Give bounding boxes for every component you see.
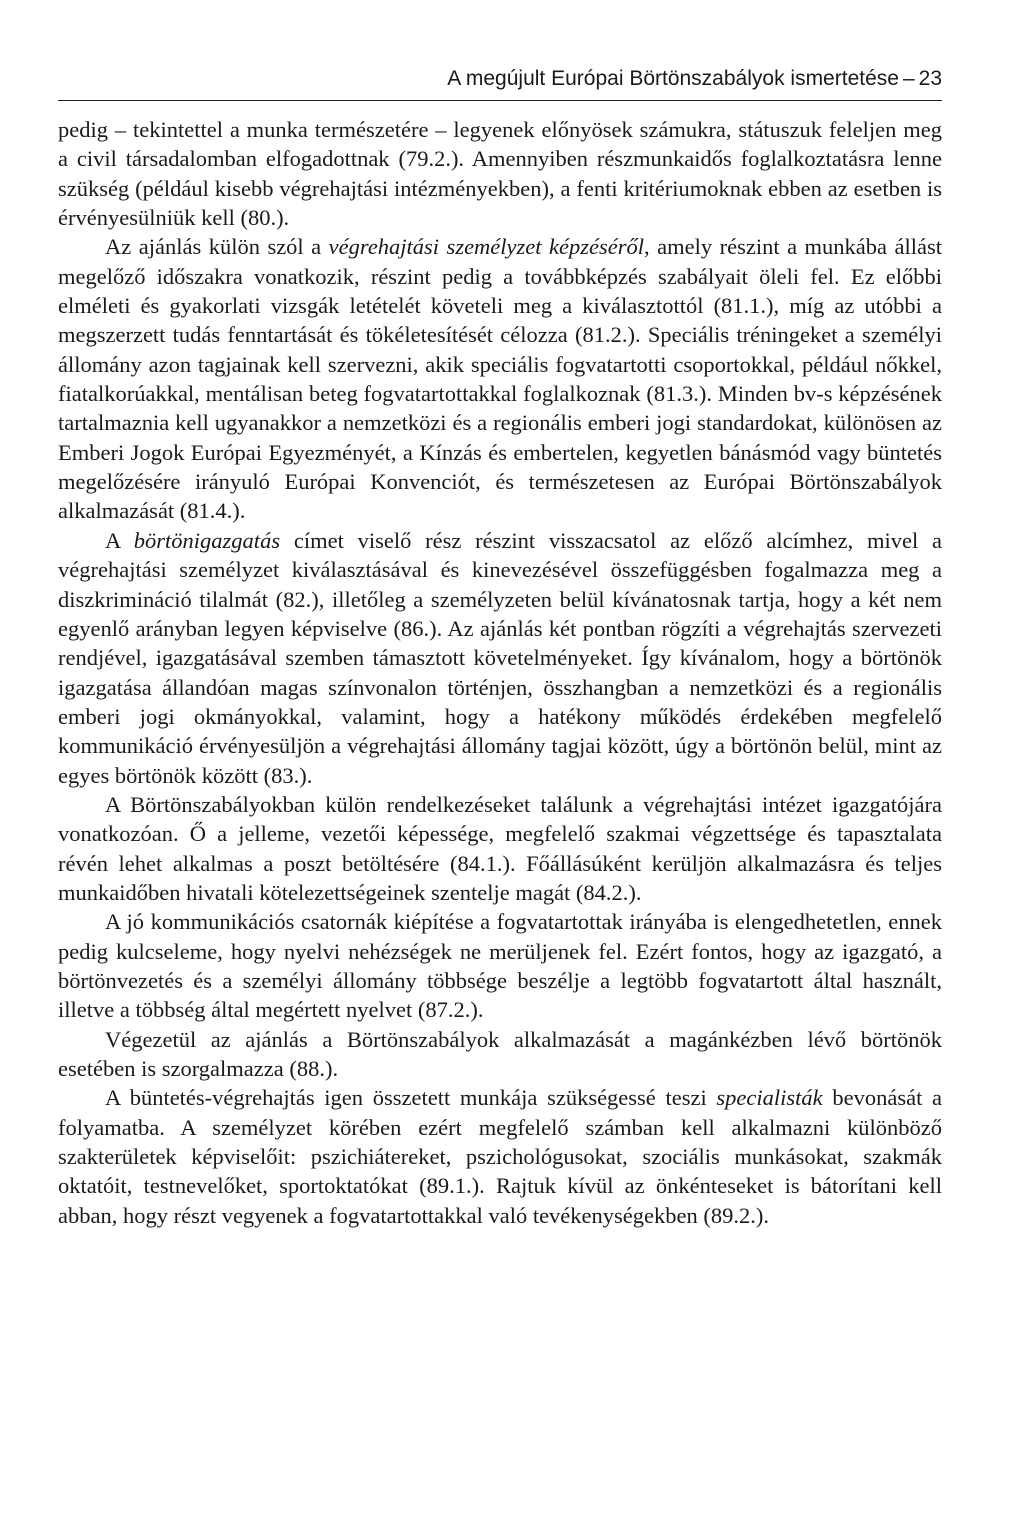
paragraph-communication	[58, 907, 942, 1024]
paragraph-staff-training	[58, 232, 942, 525]
text-segment: A büntetés-végrehajtás igen összetett munkája szükségessé teszi	[105, 1085, 717, 1111]
paragraph-prison-director	[58, 790, 942, 907]
paragraph-continued	[58, 115, 942, 232]
paragraph-private-prisons	[58, 1025, 942, 1084]
text-segment: Végezetül az ajánlás a Börtönszabályok alkalmazását a magánkézben lévő börtönök esetében is szorgalmazza (88.).	[58, 1026, 942, 1081]
text-segment: A Börtönszabályokban külön rendelkezéseket találunk a végrehajtási intézet igazgatójára vonatkozóan. Ő a jelleme, vezetői képessége, megfelelő szakmai végzettsége és tapasztalata révén lehet alkalmas a poszt betöltésére (84.1.). Főállásúként kerüljön alkalmazásra és teljes munkaidőben hivatali kötelezettségeinek szentelje magát (84.2.).	[58, 791, 942, 905]
text-segment: Az ajánlás külön szól a	[105, 234, 329, 260]
italic-term: börtönigazgatás	[133, 527, 281, 553]
paragraph-prison-management	[58, 526, 942, 790]
text-segment: címet viselő rész részint visszacsatol az előző alcímhez, mivel a végrehajtási személyzet kiválasztásával és kinevezésével összefüggésben fogalmazza meg a diszkrimináció tilalmát (82.), illetőleg a személyzeten belül kívánatosnak tartja, hogy a két nem egyenlő arányban legyen képviselve (86.). Az ajánlás két pontban rögzíti a végrehajtás szervezeti rendjével, igazgatásával szemben támasztott követelményeket. Így kívánalom, hogy a börtönök igazgatása állandóan magas színvonalon történjen, összhangban a nemzetközi és a regionális emberi jogi okmányokkal, valamint, hogy a hatékony működés érdekében megfelelő kommunikáció érvényesüljön a végrehajtási állomány tagjai között, úgy a börtönön belül, mint az egyes börtönök között (83.).	[58, 527, 942, 788]
running-header-title: A megújult Európai Börtönszabályok ismertetése	[447, 67, 899, 90]
text-segment: bevonását a folyamatba. A személyzet körében ezért megfelelő számban kell alkalmazni különböző szakterületek képviselőit: pszichiátereket, pszichológusokat, szociális munkásokat, szakmák oktatóit, testnevelőket, sportoktatókat (89.1.). Rajtuk kívül az önkénteseket is bátorítani kell abban, hogy részt vegyenek a fogvatartottakkal való tevékenységekben (89.2.).	[58, 1085, 942, 1228]
text-segment: A jó kommunikációs csatornák kiépítése a fogvatartottak irányába is elengedhetetlen, ennek pedig kulcseleme, hogy nyelvi nehézségek ne merüljenek fel. Ezért fontos, hogy az igazgató, a börtönvezetés és a személyi állomány többsége beszélje a legtöbb fogvatartott által használt, illetve a többség által megértett nyelvet (87.2.).	[58, 909, 942, 1023]
page-number: 23	[918, 67, 942, 90]
book-page	[58, 64, 942, 1230]
text-segment: pedig – tekintettel a munka természetére – legyenek előnyösek számukra, státuszuk feleljen meg a civil társadalomban elfogadottnak (79.2.). Amennyiben részmunkaidős foglalkoztatásra lenne szükség (például kisebb végrehajtási intézményekben), a fenti kritériumoknak ebben az esetben is érvényesülniük kell (80.).	[58, 117, 942, 231]
running-header	[58, 64, 942, 101]
italic-term: végrehajtási személyzet képzéséről	[328, 234, 644, 260]
italic-term: specialisták	[716, 1085, 823, 1111]
running-header-separator: –	[902, 67, 915, 90]
text-segment: A	[105, 527, 134, 553]
body-text	[58, 115, 942, 1230]
text-segment: , amely részint a munkába állást megelőző időszakra vonatkozik, részint pedig a továbbképzés szabályait öleli fel. Ez előbbi elméleti és gyakorlati vizsgák letételét követeli meg a kiválasztottól (81.1.), míg az utóbbi a megszerzett tudás fenntartását és tökéletesítését célozza (81.2.). Speciális tréningeket a személyi állomány azon tagjainak kell szervezni, akik speciális fogvatartotti csoportokkal, például nőkkel, fiatalkorúakkal, mentálisan beteg fogvatartottakkal foglalkoznak (81.3.). Minden bv-s képzésének tartalmaznia kell ugyanakkor a nemzetközi és a regionális emberi jogi standardokat, különösen az Emberi Jogok Európai Egyezményét, a Kínzás és embertelen, kegyetlen bánásmód vagy büntetés megelőzésére irányuló Európai Konvenciót, és természetesen az Európai Börtönszabályok alkalmazását (81.4.).	[58, 234, 942, 524]
paragraph-specialists	[58, 1083, 942, 1230]
